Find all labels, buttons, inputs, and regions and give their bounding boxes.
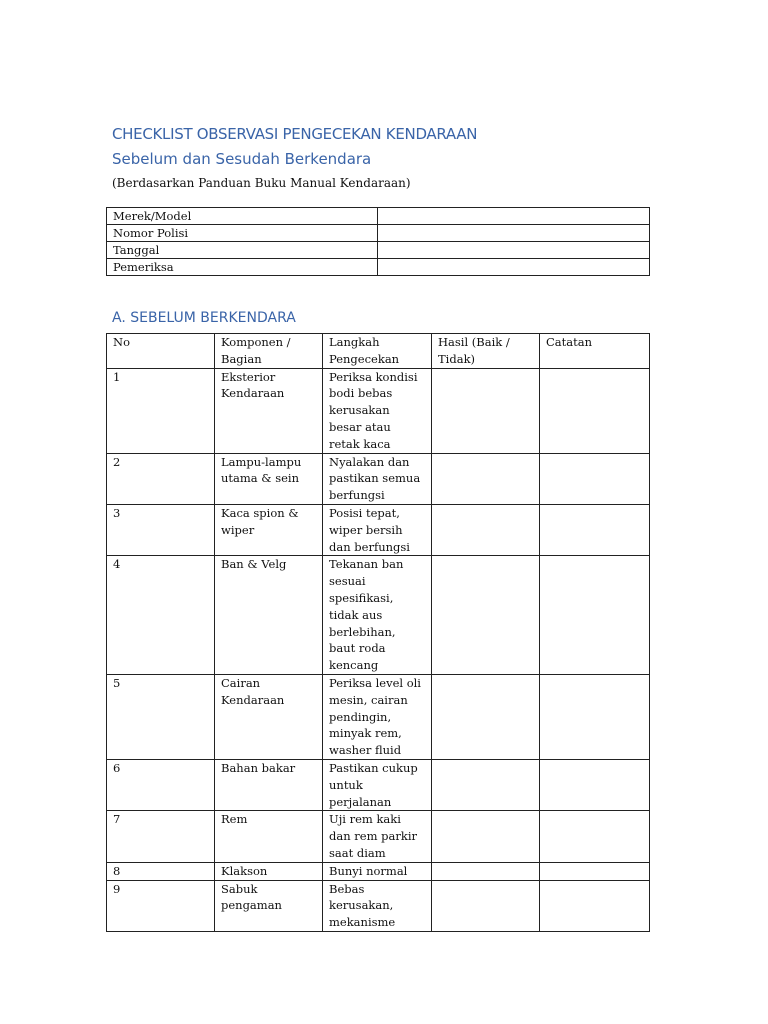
header-komponen: Komponen / Bagian [215, 334, 323, 369]
row-hasil-field[interactable] [432, 862, 540, 880]
row-langkah: Bunyi normal [323, 862, 432, 880]
row-komponen: Lampu-lampu utama & sein [215, 453, 323, 504]
row-number: 8 [107, 862, 215, 880]
row-number: 1 [107, 368, 215, 453]
checklist-table [106, 333, 650, 932]
row-komponen: Sabuk pengaman [215, 880, 323, 931]
info-label: Nomor Polisi [107, 225, 378, 242]
info-value-field[interactable] [378, 242, 650, 259]
row-number: 3 [107, 504, 215, 555]
row-langkah: Uji rem kaki dan rem parkir saat diam [323, 811, 432, 862]
info-row [107, 208, 650, 225]
row-langkah: Bebas kerusakan, mekanisme [323, 880, 432, 931]
info-label: Tanggal [107, 242, 378, 259]
row-komponen: Eksterior Kendaraan [215, 368, 323, 453]
row-catatan-field[interactable] [540, 674, 650, 759]
row-catatan-field[interactable] [540, 880, 650, 931]
row-hasil-field[interactable] [432, 880, 540, 931]
info-value-field[interactable] [378, 259, 650, 276]
checklist-row [107, 368, 650, 453]
document-title: CHECKLIST OBSERVASI PENGECEKAN KENDARAAN [112, 125, 478, 143]
row-catatan-field[interactable] [540, 368, 650, 453]
row-number: 7 [107, 811, 215, 862]
row-komponen: Ban & Velg [215, 556, 323, 675]
vehicle-info-table [106, 207, 650, 276]
row-hasil-field[interactable] [432, 556, 540, 675]
row-hasil-field[interactable] [432, 759, 540, 810]
checklist-row [107, 759, 650, 810]
info-row [107, 225, 650, 242]
document-note: (Berdasarkan Panduan Buku Manual Kendaraan) [112, 176, 411, 190]
document-subtitle: Sebelum dan Sesudah Berkendara [112, 150, 372, 168]
row-hasil-field[interactable] [432, 368, 540, 453]
row-komponen: Klakson [215, 862, 323, 880]
checklist-header-row [107, 334, 650, 369]
row-langkah: Periksa kondisi bodi bebas kerusakan besar atau retak kaca [323, 368, 432, 453]
row-catatan-field[interactable] [540, 556, 650, 675]
row-hasil-field[interactable] [432, 504, 540, 555]
header-no: No [107, 334, 215, 369]
info-label: Pemeriksa [107, 259, 378, 276]
info-row [107, 259, 650, 276]
checklist-row [107, 674, 650, 759]
row-catatan-field[interactable] [540, 504, 650, 555]
checklist-row [107, 556, 650, 675]
info-value-field[interactable] [378, 208, 650, 225]
row-komponen: Cairan Kendaraan [215, 674, 323, 759]
row-hasil-field[interactable] [432, 674, 540, 759]
info-label: Merek/Model [107, 208, 378, 225]
row-komponen: Bahan bakar [215, 759, 323, 810]
header-hasil: Hasil (Baik / Tidak) [432, 334, 540, 369]
row-catatan-field[interactable] [540, 811, 650, 862]
row-langkah: Nyalakan dan pastikan semua berfungsi [323, 453, 432, 504]
row-number: 9 [107, 880, 215, 931]
row-number: 4 [107, 556, 215, 675]
checklist-row [107, 811, 650, 862]
checklist-row [107, 453, 650, 504]
row-komponen: Rem [215, 811, 323, 862]
row-hasil-field[interactable] [432, 453, 540, 504]
checklist-row [107, 862, 650, 880]
row-komponen: Kaca spion & wiper [215, 504, 323, 555]
info-row [107, 242, 650, 259]
section-a-heading: A. SEBELUM BERKENDARA [112, 310, 296, 326]
row-number: 6 [107, 759, 215, 810]
row-langkah: Tekanan ban sesuai spesifikasi, tidak aus berlebihan, baut roda kencang [323, 556, 432, 675]
row-catatan-field[interactable] [540, 862, 650, 880]
row-hasil-field[interactable] [432, 811, 540, 862]
row-catatan-field[interactable] [540, 453, 650, 504]
row-catatan-field[interactable] [540, 759, 650, 810]
row-number: 2 [107, 453, 215, 504]
row-langkah: Posisi tepat, wiper bersih dan berfungsi [323, 504, 432, 555]
row-langkah: Periksa level oli mesin, cairan pendingin, minyak rem, washer fluid [323, 674, 432, 759]
checklist-row [107, 880, 650, 931]
row-langkah: Pastikan cukup untuk perjalanan [323, 759, 432, 810]
checklist-row [107, 504, 650, 555]
info-value-field[interactable] [378, 225, 650, 242]
header-catatan: Catatan [540, 334, 650, 369]
header-langkah: Langkah Pengecekan [323, 334, 432, 369]
row-number: 5 [107, 674, 215, 759]
